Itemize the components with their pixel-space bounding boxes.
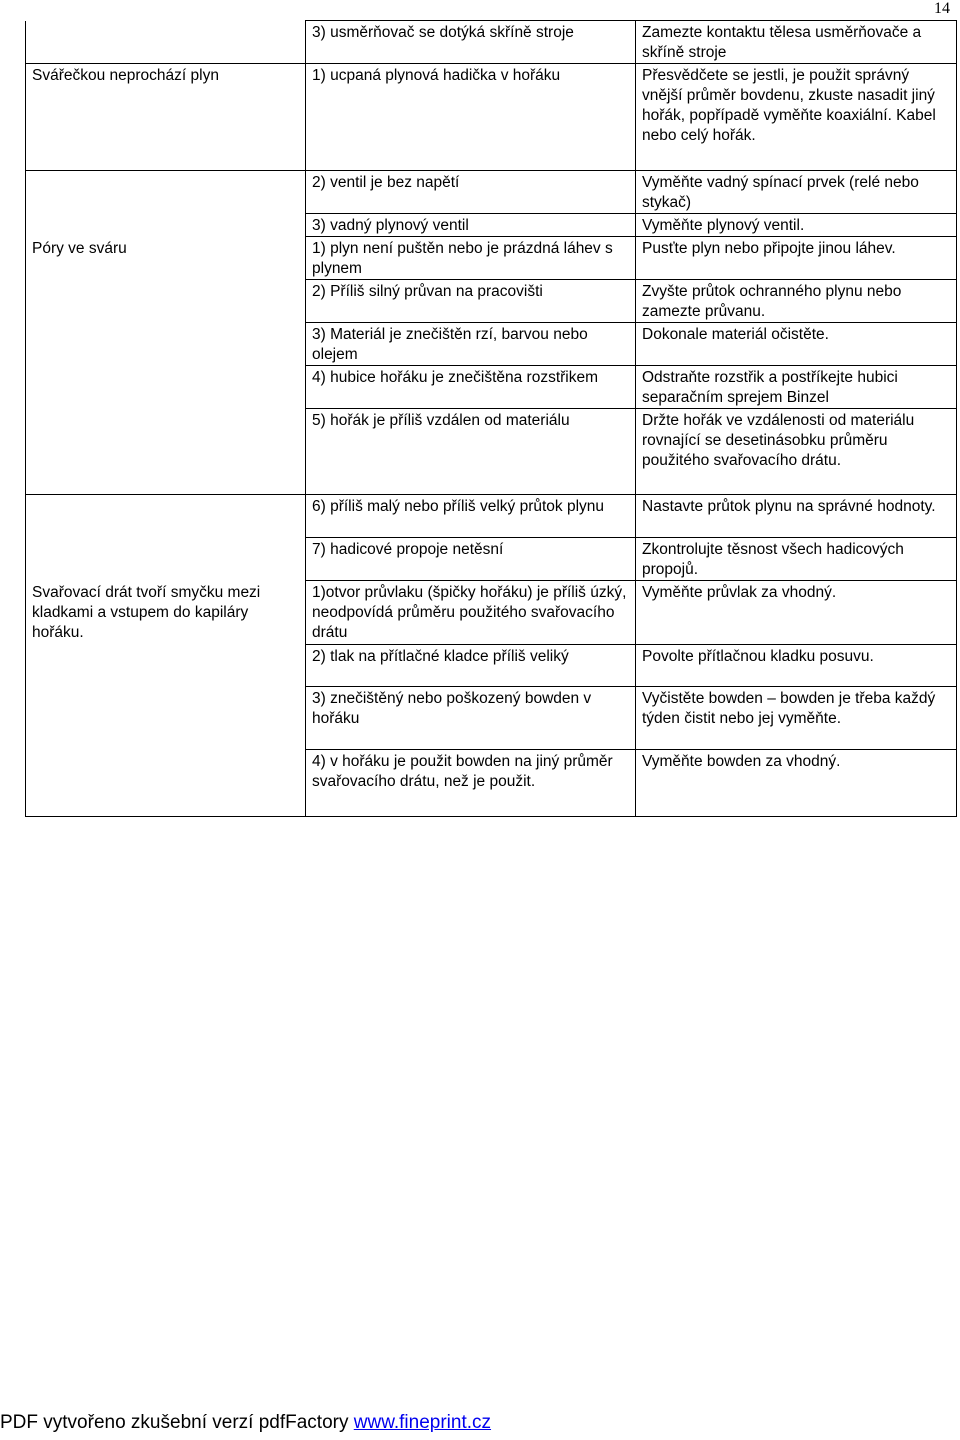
remedy-text: Zkontrolujte těsnost všech hadicových propojů.: [642, 541, 904, 578]
cause-cell: [306, 64, 636, 171]
symptom-text: Póry ve sváru: [32, 239, 127, 257]
cause-cell: [306, 323, 636, 366]
cause-text: 1)otvor průvlaku (špičky hořáku) je příliš úzký, neodpovídá průměru použitého svařovacího drátu: [312, 584, 627, 641]
remedy-cell: [636, 21, 957, 64]
table-row: [26, 687, 957, 750]
troubleshooting-table: [25, 20, 957, 817]
cause-cell: [306, 581, 636, 645]
table-row: [26, 323, 957, 366]
symptom-cell: [26, 581, 306, 645]
table-row: [26, 581, 957, 645]
remedy-text: Vyměňte průvlak za vhodný.: [642, 584, 837, 601]
remedy-text: Vyměňte vadný spínací prvek (relé nebo stykač): [642, 174, 919, 211]
cause-text: 1) plyn není puštěn nebo je prázdná láhev s plynem: [312, 240, 613, 277]
remedy-cell: [636, 409, 957, 495]
cause-text: 3) Materiál je znečištěn rzí, barvou nebo olejem: [312, 326, 588, 363]
cause-cell: [306, 750, 636, 817]
page-number: 14: [934, 0, 950, 17]
cause-cell: [306, 280, 636, 323]
table-row: [26, 538, 957, 581]
symptom-text: Svařovací drát tvoří smyčku mezi kladkami a vstupem do kapiláry hořáku.: [32, 583, 261, 641]
cause-cell: [306, 495, 636, 538]
remedy-text: Pusťte plyn nebo připojte jinou láhev.: [642, 240, 896, 257]
remedy-text: Odstraňte rozstřik a postříkejte hubici separačním sprejem Binzel: [642, 369, 898, 406]
cause-text: 6) příliš malý nebo příliš velký průtok plynu: [312, 498, 605, 515]
remedy-cell: [636, 538, 957, 581]
cause-cell: [306, 409, 636, 495]
remedy-text: Nastavte průtok plynu na správné hodnoty.: [642, 498, 936, 515]
table-row: [26, 495, 957, 538]
symptom-text: Svářečkou neprochází plyn: [32, 67, 219, 84]
remedy-cell: [636, 237, 957, 280]
remedy-cell: [636, 366, 957, 409]
symptom-cell: [26, 280, 306, 323]
remedy-text: Zamezte kontaktu tělesa usměrňovače a skříně stroje: [642, 24, 922, 61]
remedy-text: Dokonale materiál očistěte.: [642, 326, 829, 343]
table-row: [26, 21, 957, 64]
table-row: [26, 645, 957, 687]
remedy-cell: [636, 171, 957, 214]
table-row: [26, 64, 957, 171]
cause-text: 4) hubice hořáku je znečištěna rozstřikem: [312, 369, 599, 386]
table-row: [26, 366, 957, 409]
remedy-cell: [636, 323, 957, 366]
remedy-cell: [636, 581, 957, 645]
symptom-cell: [26, 409, 306, 495]
remedy-cell: [636, 214, 957, 237]
footer-link[interactable]: www.fineprint.cz: [353, 1412, 492, 1433]
remedy-cell: [636, 750, 957, 817]
cause-cell: [306, 171, 636, 214]
cause-cell: [306, 645, 636, 687]
symptom-cell: [26, 323, 306, 366]
cause-cell: [306, 214, 636, 237]
remedy-text: Zvyšte průtok ochranného plynu nebo zamezte průvanu.: [642, 283, 902, 320]
remedy-text: Držte hořák ve vzdálenosti od materiálu rovnající se desetinásobku průměru použitého svařovacího drátu.: [642, 412, 915, 469]
symptom-cell: [26, 237, 306, 280]
footer-text: PDF vytvořeno zkušební verzí pdfFactory: [0, 1412, 354, 1433]
cause-cell: [306, 538, 636, 581]
table-row: [26, 280, 957, 323]
symptom-cell: [26, 171, 306, 214]
cause-text: 2) tlak na přítlačné kladce příliš veliký: [312, 648, 569, 665]
remedy-text: Přesvědčete se jestli, je použit správný vnější průměr bovdenu, zkuste nasadit jiný hořák, popřípadě vyměňte koaxiální. Kabel nebo celý hořák.: [642, 67, 936, 144]
symptom-cell: [26, 214, 306, 237]
remedy-cell: [636, 64, 957, 171]
table-row: [26, 214, 957, 237]
cause-cell: [306, 21, 636, 64]
cause-text: 2) ventil je bez napětí: [312, 174, 460, 191]
remedy-text: Vyměňte bowden za vhodný.: [642, 753, 841, 770]
remedy-cell: [636, 687, 957, 750]
cause-cell: [306, 237, 636, 280]
cause-text: 5) hořák je příliš vzdálen od materiálu: [312, 412, 570, 429]
cause-text: 4) v hořáku je použit bowden na jiný průměr svařovacího drátu, než je použit.: [312, 753, 613, 790]
remedy-text: Vyčistěte bowden – bowden je třeba každý týden čistit nebo jej vyměňte.: [642, 690, 936, 727]
remedy-text: Vyměňte plynový ventil.: [642, 217, 805, 234]
symptom-cell: [26, 750, 306, 817]
remedy-cell: [636, 280, 957, 323]
cause-text: 2) Příliš silný průvan na pracovišti: [312, 283, 543, 300]
table-row: [26, 171, 957, 214]
cause-text: 3) usměrňovač se dotýká skříně stroje: [312, 24, 574, 41]
table-row: [26, 750, 957, 817]
symptom-cell: [26, 64, 306, 171]
remedy-cell: [636, 645, 957, 687]
symptom-cell: [26, 538, 306, 581]
table-row: [26, 237, 957, 280]
cause-cell: [306, 687, 636, 750]
symptom-cell: [26, 366, 306, 409]
remedy-text: Povolte přítlačnou kladku posuvu.: [642, 648, 874, 665]
pdf-footer: [0, 1412, 491, 1434]
cause-text: 3) znečištěný nebo poškozený bowden v hořáku: [312, 690, 592, 727]
table-row: [26, 409, 957, 495]
symptom-cell: [26, 645, 306, 687]
cause-text: 7) hadicové propoje netěsní: [312, 541, 504, 558]
cause-text: 1) ucpaná plynová hadička v hořáku: [312, 67, 561, 84]
symptom-cell: [26, 495, 306, 538]
remedy-cell: [636, 495, 957, 538]
cause-cell: [306, 366, 636, 409]
symptom-cell: [26, 21, 306, 64]
symptom-cell: [26, 687, 306, 750]
cause-text: 3) vadný plynový ventil: [312, 217, 469, 234]
